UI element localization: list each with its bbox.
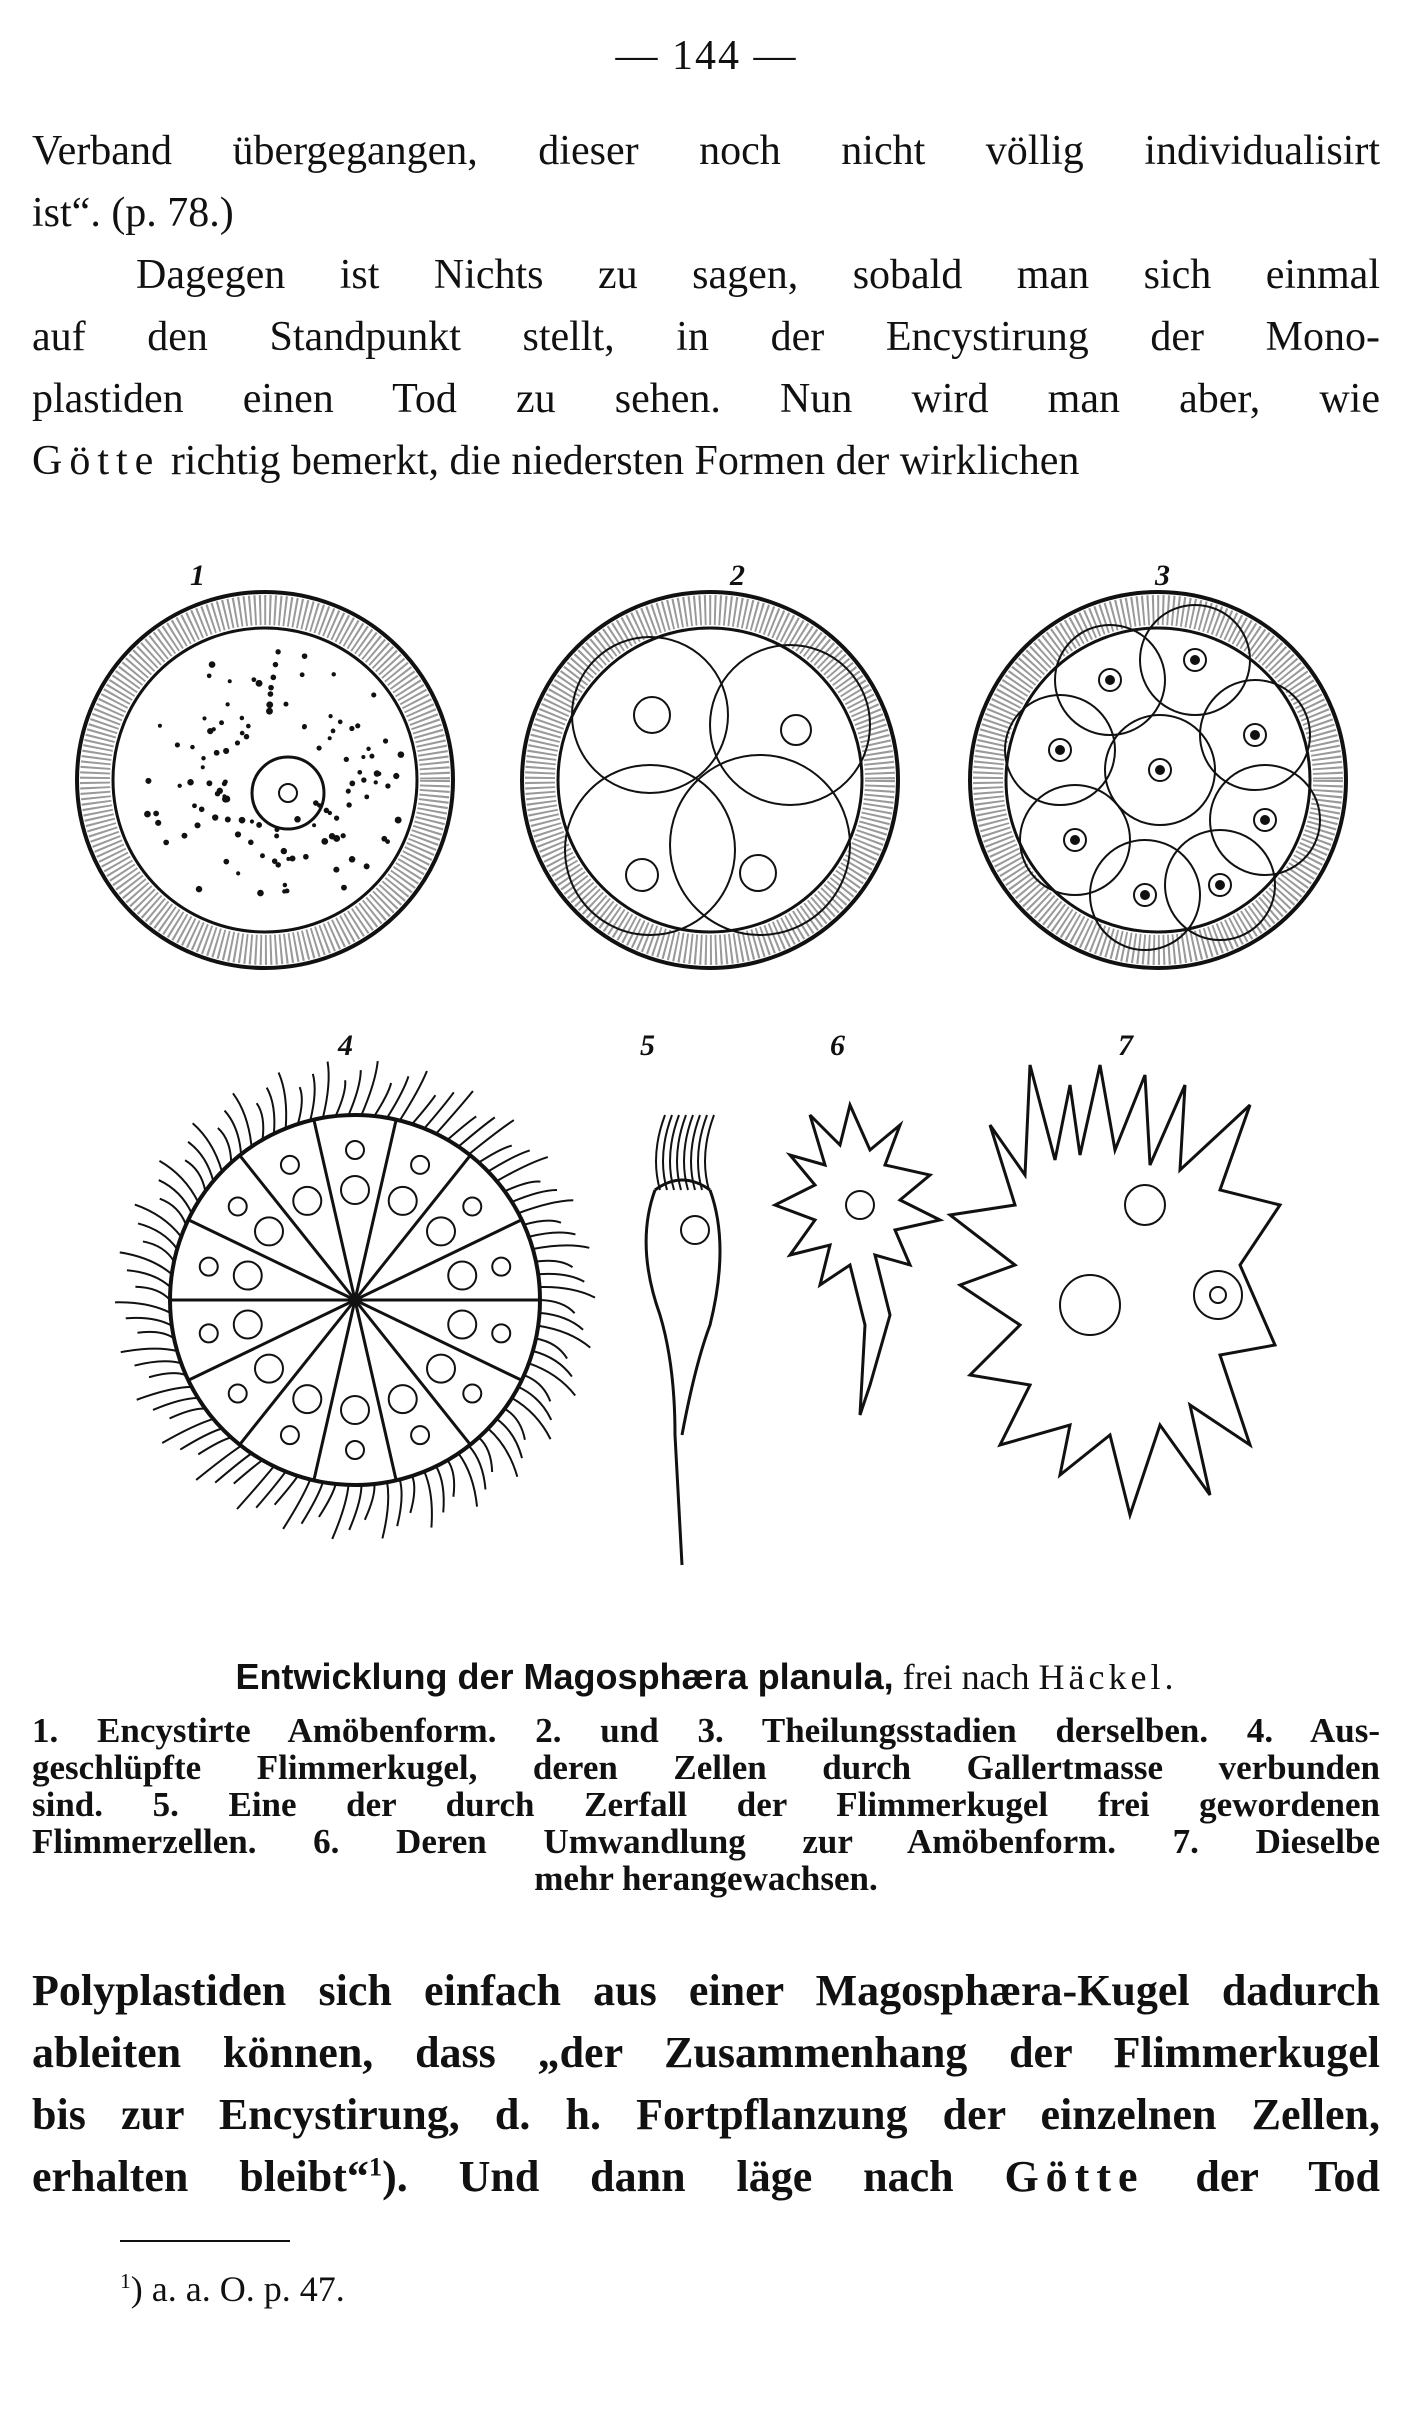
stage-3-division	[970, 592, 1346, 968]
caption-line: sind. 5. Eine der durch Zerfall der Flimmerkugel frei gewordenen	[32, 1785, 1380, 1824]
figure-label: 7	[1118, 1029, 1133, 1062]
stage-1-encysted-amoeba	[77, 592, 453, 968]
figure-label: 1	[190, 565, 205, 592]
text-fragment: richtig bemerkt, die niedersten Formen der wirklichen	[160, 438, 1080, 484]
text-line	[32, 2146, 1380, 2208]
text-line: auf den Standpunkt stellt, in der Encystirung der Mono-	[32, 314, 1380, 360]
author-name: Götte	[32, 438, 161, 484]
stage-4-ciliated-sphere	[115, 1061, 595, 1539]
text-fragment: der Tod	[1144, 2152, 1380, 2201]
paragraph-continued	[32, 120, 1380, 244]
paragraph-3	[32, 1960, 1380, 2208]
caption-title-main: Entwicklung der Magosphæra planula,	[235, 1656, 894, 1697]
caption-line: mehr herangewachsen.	[534, 1859, 878, 1898]
caption-line: 1. Encystirte Amöbenform. 2. und 3. Theilungsstadien derselben. 4. Aus-	[32, 1711, 1380, 1750]
text-line: ableiten können, dass „der Zusammenhang der Flimmerkugel	[32, 2028, 1380, 2077]
text-line: bis zur Encystirung, d. h. Fortpflanzung der einzelnen Zellen,	[32, 2090, 1380, 2139]
figure-label: 2	[730, 565, 745, 592]
caption-line: Flimmerzellen. 6. Deren Umwandlung zur Amöbenform. 7. Dieselbe	[32, 1822, 1380, 1861]
footnote-text: ) a. a. O. p. 47.	[130, 2269, 345, 2309]
figure-label: 5	[640, 1029, 655, 1062]
author-name: Götte	[1004, 2152, 1145, 2201]
text-line: Polyplastiden sich einfach aus einer Magosphæra-Kugel dadurch	[32, 1966, 1380, 2015]
caption-title-rest: frei nach	[893, 1657, 1039, 1697]
text-line	[32, 430, 1380, 492]
paragraph-2	[32, 244, 1380, 492]
text-line: plastiden einen Tod zu sehen. Nun wird man aber, wie	[32, 376, 1380, 422]
page-number: — 144 —	[615, 33, 798, 79]
footnote-marker: 1	[368, 2151, 383, 2182]
figure-label: 3	[1155, 565, 1170, 592]
stage-2-division	[522, 592, 898, 968]
stage-5-flagellate-cell	[646, 1115, 720, 1565]
stage-6-amoeboid-cell	[775, 1105, 940, 1415]
text-line: Dagegen ist Nichts zu sagen, sobald man sich einmal	[136, 252, 1380, 298]
footnote-number: 1	[120, 2269, 131, 2293]
text-fragment: ). Und dann läge nach	[382, 2152, 1005, 2201]
caption-line: geschlüpfte Flimmerkugel, deren Zellen durch Gallertmasse verbunden	[32, 1748, 1380, 1787]
text-line: ist“. (p. 78.)	[32, 190, 234, 236]
figure-label: 6	[830, 1029, 845, 1062]
stage-7-grown-amoeba	[950, 1065, 1280, 1515]
figure-label: 4	[338, 1029, 353, 1062]
figure-caption	[32, 1712, 1380, 1897]
footnote	[120, 2268, 345, 2310]
footnote-divider	[120, 2240, 290, 2242]
figure-caption-title	[0, 1656, 1413, 1698]
text-fragment: erhalten bleibt“	[32, 2152, 369, 2201]
magosphaera-figure	[70, 565, 1360, 1640]
text-line: Verband übergegangen, dieser noch nicht völlig individualisirt	[32, 128, 1380, 174]
caption-author: Häckel.	[1038, 1657, 1178, 1697]
